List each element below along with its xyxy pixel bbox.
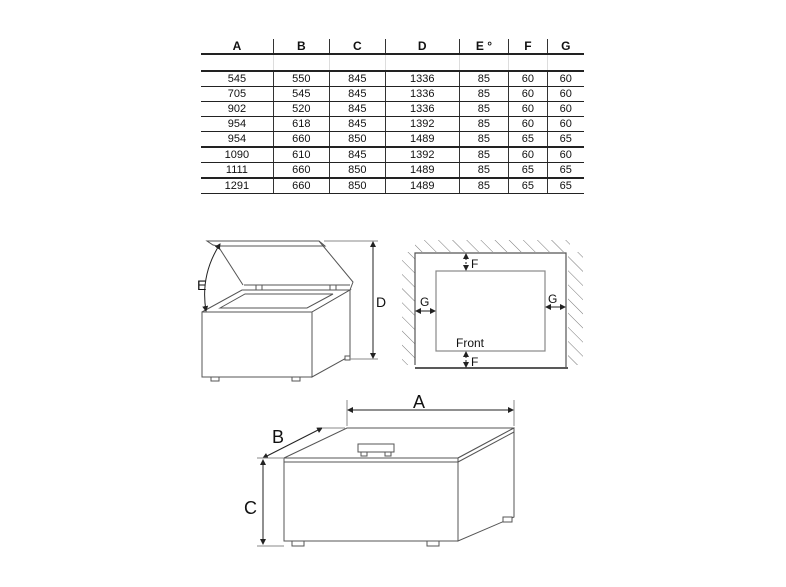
label-f-top: F <box>471 257 479 271</box>
table-row: 902 520 845 1336 85 60 60 <box>201 102 584 117</box>
table-row: 1090 610 845 1392 85 60 60 <box>201 147 584 163</box>
col-header-f: F <box>509 39 547 54</box>
table-row: 954 618 845 1392 85 60 60 <box>201 117 584 132</box>
table-row: 1291 660 850 1489 85 65 65 <box>201 178 584 194</box>
label-c: C <box>244 498 257 518</box>
label-d: D <box>376 294 387 310</box>
col-header-c: C <box>329 39 385 54</box>
closed-box-diagram <box>257 400 514 546</box>
col-header-b: B <box>273 39 329 54</box>
col-header-a: A <box>201 39 273 54</box>
col-header-e: E ° <box>459 39 509 54</box>
table-row: 545 550 845 1336 85 60 60 <box>201 71 584 87</box>
open-lid-diagram <box>202 241 378 381</box>
label-g-right: G <box>548 292 558 306</box>
col-header-d: D <box>385 39 459 54</box>
label-a: A <box>413 392 426 412</box>
table-row: 1111 660 850 1489 85 65 65 <box>201 163 584 179</box>
table-row: 954 660 850 1489 85 65 65 <box>201 132 584 148</box>
label-f-bottom: F <box>471 355 479 369</box>
col-header-g: G <box>547 39 584 54</box>
label-front: Front <box>456 336 485 350</box>
label-e: E <box>197 277 207 293</box>
label-g-left: G <box>420 295 430 309</box>
label-b: B <box>272 427 285 447</box>
table-row: 705 545 845 1336 85 60 60 <box>201 87 584 102</box>
